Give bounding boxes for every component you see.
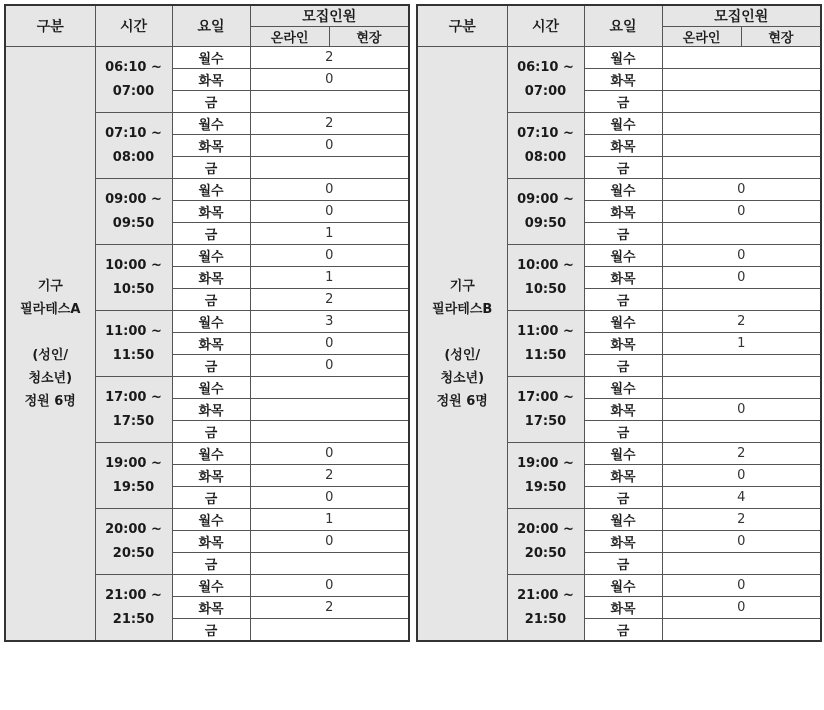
schedule-table-a (4, 4, 410, 642)
time-cell: 07:10 ~ 08:00 (95, 113, 172, 179)
time-cell: 10:00 ~ 10:50 (507, 245, 584, 311)
time-cell: 21:00 ~ 21:50 (95, 575, 172, 642)
day-cell: 금 (584, 223, 662, 245)
recruit-count-cell: 0 (250, 355, 409, 377)
table-row (5, 47, 409, 69)
recruit-count-cell: 0 (250, 69, 409, 91)
header-time: 시간 (507, 5, 584, 47)
day-cell: 금 (584, 553, 662, 575)
schedule-panel-b (416, 4, 822, 642)
recruit-count-cell: 0 (250, 531, 409, 553)
recruit-count-cell: 0 (250, 333, 409, 355)
time-cell: 17:00 ~ 17:50 (507, 377, 584, 443)
header-recruit: 모집인원 (250, 5, 409, 27)
recruit-count-cell: 4 (662, 487, 821, 509)
day-cell: 금 (172, 421, 250, 443)
header-online-onsite (250, 27, 409, 47)
header-day: 요일 (172, 5, 250, 47)
day-cell: 화목 (172, 333, 250, 355)
header-time: 시간 (95, 5, 172, 47)
day-cell: 월수 (584, 443, 662, 465)
day-cell: 월수 (172, 47, 250, 69)
recruit-count-cell (662, 553, 821, 575)
recruit-count-cell (662, 69, 821, 91)
time-cell: 19:00 ~ 19:50 (507, 443, 584, 509)
day-cell: 금 (584, 157, 662, 179)
day-cell: 월수 (172, 113, 250, 135)
day-cell: 금 (172, 487, 250, 509)
day-cell: 월수 (584, 509, 662, 531)
recruit-count-cell: 0 (250, 245, 409, 267)
day-cell: 화목 (172, 201, 250, 223)
day-cell: 화목 (584, 267, 662, 289)
day-cell: 월수 (172, 311, 250, 333)
day-cell: 월수 (584, 377, 662, 399)
recruit-count-cell: 0 (250, 443, 409, 465)
header-recruit: 모집인원 (662, 5, 821, 27)
time-cell: 11:00 ~ 11:50 (507, 311, 584, 377)
day-cell: 월수 (172, 509, 250, 531)
recruit-count-cell: 0 (250, 135, 409, 157)
header-onsite: 현장 (768, 31, 794, 46)
day-cell: 화목 (584, 399, 662, 421)
day-cell: 월수 (584, 113, 662, 135)
recruit-count-cell: 1 (662, 333, 821, 355)
recruit-count-cell: 0 (662, 531, 821, 553)
recruit-count-cell (250, 157, 409, 179)
time-cell: 19:00 ~ 19:50 (95, 443, 172, 509)
day-cell: 화목 (172, 465, 250, 487)
day-cell: 금 (584, 421, 662, 443)
schedule-body-b (417, 47, 821, 642)
day-cell: 화목 (172, 69, 250, 91)
day-cell: 금 (584, 289, 662, 311)
day-cell: 화목 (172, 597, 250, 619)
recruit-count-cell (250, 91, 409, 113)
recruit-count-cell (662, 135, 821, 157)
recruit-count-cell: 2 (662, 443, 821, 465)
day-cell: 금 (172, 157, 250, 179)
recruit-count-cell: 1 (250, 267, 409, 289)
recruit-count-cell: 0 (250, 201, 409, 223)
day-cell: 월수 (584, 311, 662, 333)
recruit-count-cell (662, 619, 821, 642)
recruit-count-cell: 2 (662, 509, 821, 531)
day-cell: 금 (584, 91, 662, 113)
category-cell: 기구 필라테스B (성인/ 청소년) 정원 6명 (417, 47, 507, 642)
recruit-count-cell (662, 421, 821, 443)
recruit-count-cell (662, 157, 821, 179)
recruit-count-cell: 2 (250, 465, 409, 487)
day-cell: 화목 (584, 333, 662, 355)
time-cell: 20:00 ~ 20:50 (95, 509, 172, 575)
day-cell: 월수 (584, 575, 662, 597)
recruit-count-cell: 2 (250, 289, 409, 311)
day-cell: 화목 (172, 267, 250, 289)
day-cell: 월수 (172, 245, 250, 267)
recruit-count-cell: 0 (662, 179, 821, 201)
recruit-count-cell (662, 289, 821, 311)
day-cell: 금 (172, 553, 250, 575)
recruit-count-cell: 2 (662, 311, 821, 333)
header-online: 온라인 (251, 27, 330, 46)
recruit-count-cell: 0 (662, 267, 821, 289)
header-day: 요일 (584, 5, 662, 47)
time-cell: 17:00 ~ 17:50 (95, 377, 172, 443)
schedule-panel-a (4, 4, 410, 642)
table-row (417, 47, 821, 69)
schedule-body-a (5, 47, 409, 642)
recruit-count-cell: 0 (250, 487, 409, 509)
day-cell: 금 (584, 355, 662, 377)
header-onsite: 현장 (356, 31, 382, 46)
day-cell: 금 (584, 487, 662, 509)
recruit-count-cell (250, 553, 409, 575)
header-category: 구분 (417, 5, 507, 47)
recruit-count-cell: 0 (250, 575, 409, 597)
day-cell: 월수 (172, 443, 250, 465)
header-category: 구분 (5, 5, 95, 47)
recruit-count-cell: 0 (662, 597, 821, 619)
day-cell: 화목 (584, 135, 662, 157)
recruit-count-cell: 0 (662, 465, 821, 487)
recruit-count-cell (662, 377, 821, 399)
recruit-count-cell (662, 355, 821, 377)
recruit-count-cell (250, 619, 409, 642)
recruit-count-cell (662, 47, 821, 69)
recruit-count-cell (250, 399, 409, 421)
recruit-count-cell: 1 (250, 223, 409, 245)
time-cell: 06:10 ~ 07:00 (507, 47, 584, 113)
schedule-table-b (416, 4, 822, 642)
recruit-count-cell: 0 (662, 399, 821, 421)
recruit-count-cell (250, 421, 409, 443)
recruit-count-cell: 1 (250, 509, 409, 531)
day-cell: 화목 (584, 201, 662, 223)
day-cell: 월수 (584, 245, 662, 267)
header-online: 온라인 (663, 27, 742, 46)
day-cell: 금 (584, 619, 662, 642)
time-cell: 21:00 ~ 21:50 (507, 575, 584, 642)
recruit-count-cell: 2 (250, 47, 409, 69)
day-cell: 금 (172, 223, 250, 245)
day-cell: 화목 (584, 69, 662, 91)
time-cell: 11:00 ~ 11:50 (95, 311, 172, 377)
recruit-count-cell: 2 (250, 113, 409, 135)
day-cell: 월수 (172, 575, 250, 597)
recruit-count-cell (662, 223, 821, 245)
recruit-count-cell: 0 (662, 201, 821, 223)
time-cell: 10:00 ~ 10:50 (95, 245, 172, 311)
day-cell: 월수 (172, 179, 250, 201)
day-cell: 금 (172, 91, 250, 113)
day-cell: 월수 (584, 179, 662, 201)
day-cell: 화목 (584, 597, 662, 619)
day-cell: 화목 (584, 531, 662, 553)
day-cell: 화목 (584, 465, 662, 487)
day-cell: 월수 (584, 47, 662, 69)
time-cell: 09:00 ~ 09:50 (507, 179, 584, 245)
recruit-count-cell: 0 (250, 179, 409, 201)
recruit-count-cell: 0 (662, 575, 821, 597)
day-cell: 화목 (172, 399, 250, 421)
day-cell: 화목 (172, 135, 250, 157)
recruit-count-cell: 3 (250, 311, 409, 333)
time-cell: 20:00 ~ 20:50 (507, 509, 584, 575)
recruit-count-cell (662, 91, 821, 113)
recruit-count-cell: 0 (662, 245, 821, 267)
recruit-count-cell (250, 377, 409, 399)
day-cell: 금 (172, 289, 250, 311)
day-cell: 금 (172, 619, 250, 642)
header-online-onsite (662, 27, 821, 47)
day-cell: 화목 (172, 531, 250, 553)
recruit-count-cell: 2 (250, 597, 409, 619)
recruit-count-cell (662, 113, 821, 135)
time-cell: 07:10 ~ 08:00 (507, 113, 584, 179)
time-cell: 06:10 ~ 07:00 (95, 47, 172, 113)
category-cell: 기구 필라테스A (성인/ 청소년) 정원 6명 (5, 47, 95, 642)
time-cell: 09:00 ~ 09:50 (95, 179, 172, 245)
day-cell: 월수 (172, 377, 250, 399)
day-cell: 금 (172, 355, 250, 377)
